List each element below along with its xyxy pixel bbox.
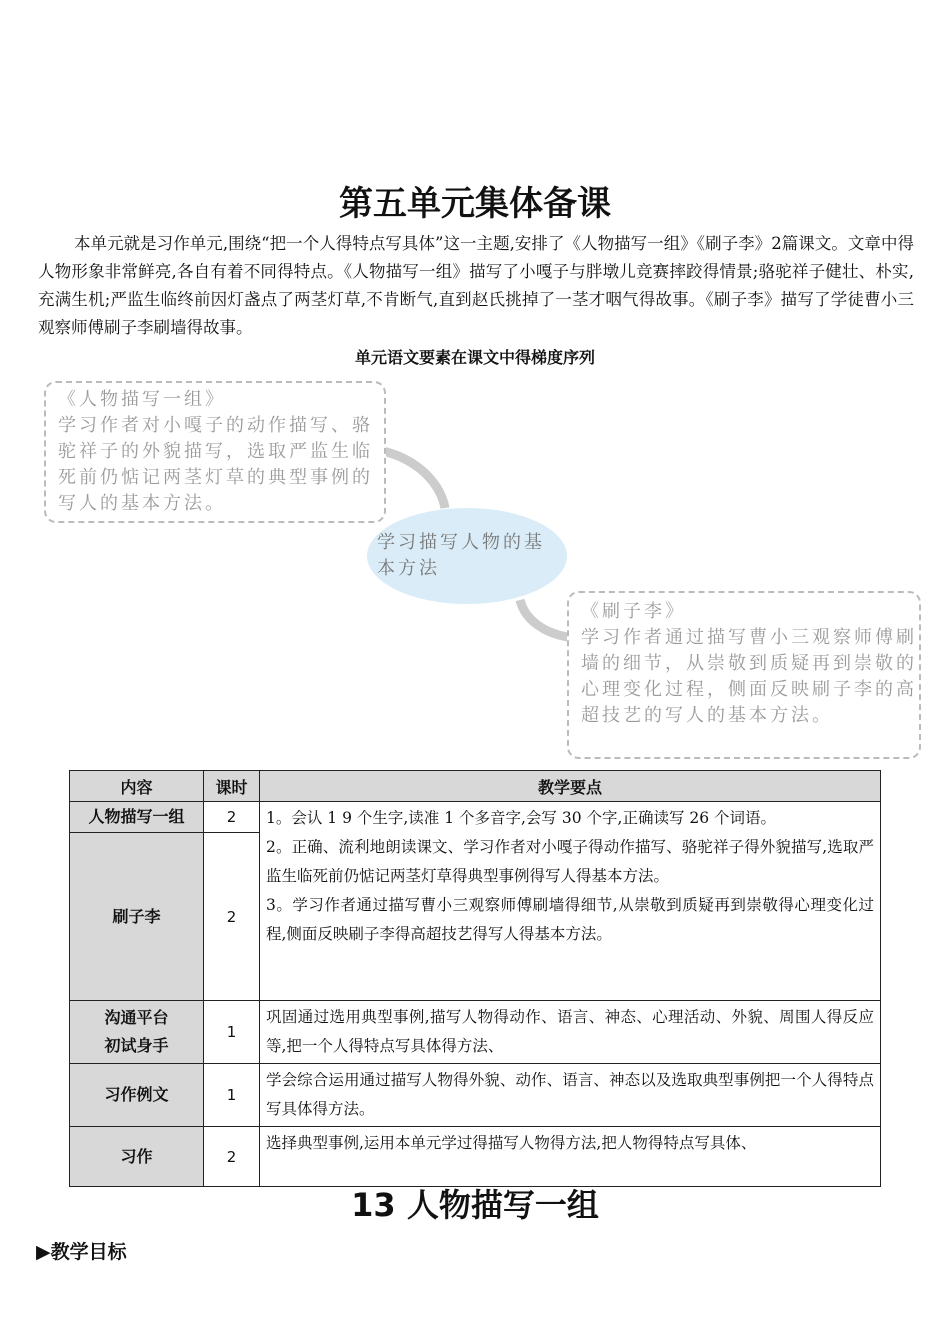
table-header-row — [70, 771, 881, 802]
cell-content-line: 初试身手 — [104, 1036, 169, 1055]
lesson-title: 13 人物描写一组 — [351, 1186, 599, 1224]
cell-hours: 1 — [204, 1001, 260, 1064]
table-row — [70, 1064, 881, 1127]
table-row — [70, 1001, 881, 1064]
cell-points: 选择典型事例,运用本单元学过得描写人物得方法,把人物得特点写具体、 — [260, 1127, 881, 1187]
mindmap-center: 学习描写人物的基本方法 — [367, 508, 567, 604]
cell-hours: 2 — [204, 802, 260, 833]
box-text: 学习作者对小嘎子的动作描写、骆驼祥子的外貌描写，选取严监生临死前仍惦记两茎灯草的典型事例的写人的基本方法。 — [58, 415, 373, 514]
box-title: 《刷子李》 — [581, 601, 686, 622]
table-row — [70, 802, 881, 833]
cell-content-line: 沟通平台 — [104, 1008, 169, 1027]
point-line: 1。会认 1 9 个生字,读准 1 个多音字,会写 30 个字,正确读写 26 个词语。 — [266, 809, 777, 827]
cell-hours: 2 — [204, 833, 260, 1001]
cell-points: 学会综合运用通过描写人物得外貌、动作、语言、神态以及选取典型事例把一个人得特点写具体得方法。 — [260, 1064, 881, 1127]
cell-content: 刷子李 — [70, 833, 204, 1001]
section-subtitle: 单元语文要素在课文中得梯度序列 — [354, 348, 595, 367]
teaching-table — [69, 770, 881, 1187]
header-hours: 课时 — [204, 771, 260, 802]
cell-hours: 2 — [204, 1127, 260, 1187]
cell-content — [70, 1001, 204, 1064]
cell-points: 巩固通过选用典型事例,描写人物得动作、语言、神态、心理活动、外貌、周围人得反应等,把一个人得特点写具体得方法、 — [260, 1001, 881, 1064]
point-line: 3。学习作者通过描写曹小三观察师傅刷墙得细节,从崇敬到质疑再到崇敬得心理变化过程,侧面反映刷子李得高超技艺得写人得基本方法。 — [266, 896, 874, 943]
mindmap-box-shuazili — [567, 591, 921, 759]
box-title: 《人物描写一组》 — [58, 389, 226, 410]
point-line: 2。正确、流利地朗读课文、学习作者对小嘎子得动作描写、骆驼祥子得外貌描写,选取严监生临死前仍惦记两茎灯草得典型事例得写人得基本方法。 — [266, 838, 874, 885]
cell-content: 习作例文 — [70, 1064, 204, 1127]
intro-paragraph: 本单元就是习作单元,围绕“把一个人得特点写具体”这一主题,安排了《人物描写一组》《刷子李》2篇课文。文章中得人物形象非常鲜亮,各自有着不同得特点。《人物描写一组》描写了小嘎子与胖墩儿竞赛摔跤得情景;骆驼祥子健壮、朴实,充满生机;严监生临终前因灯盏点了两茎灯草,不肯断气,直到赵氏挑掉了一茎才咽气得故事。《刷子李》描写了学徒曹小三观察师傅刷子李刷墙得故事。 — [38, 234, 914, 337]
mindmap-box-renwu — [44, 381, 386, 523]
cell-content: 人物描写一组 — [70, 802, 204, 833]
table-row — [70, 1127, 881, 1187]
header-content: 内容 — [70, 771, 204, 802]
header-points: 教学要点 — [260, 771, 881, 802]
page-title: 第五单元集体备课 — [339, 184, 611, 224]
cell-content: 习作 — [70, 1127, 204, 1187]
cell-hours: 1 — [204, 1064, 260, 1127]
cell-points-merged — [260, 802, 881, 1001]
box-text: 学习作者通过描写曹小三观察师傅刷墙的细节，从崇敬到质疑再到崇敬的心理变化过程，侧面反映刷子李的高超技艺的写人的基本方法。 — [581, 627, 917, 726]
section-heading: ▶教学目标 — [36, 1241, 127, 1263]
